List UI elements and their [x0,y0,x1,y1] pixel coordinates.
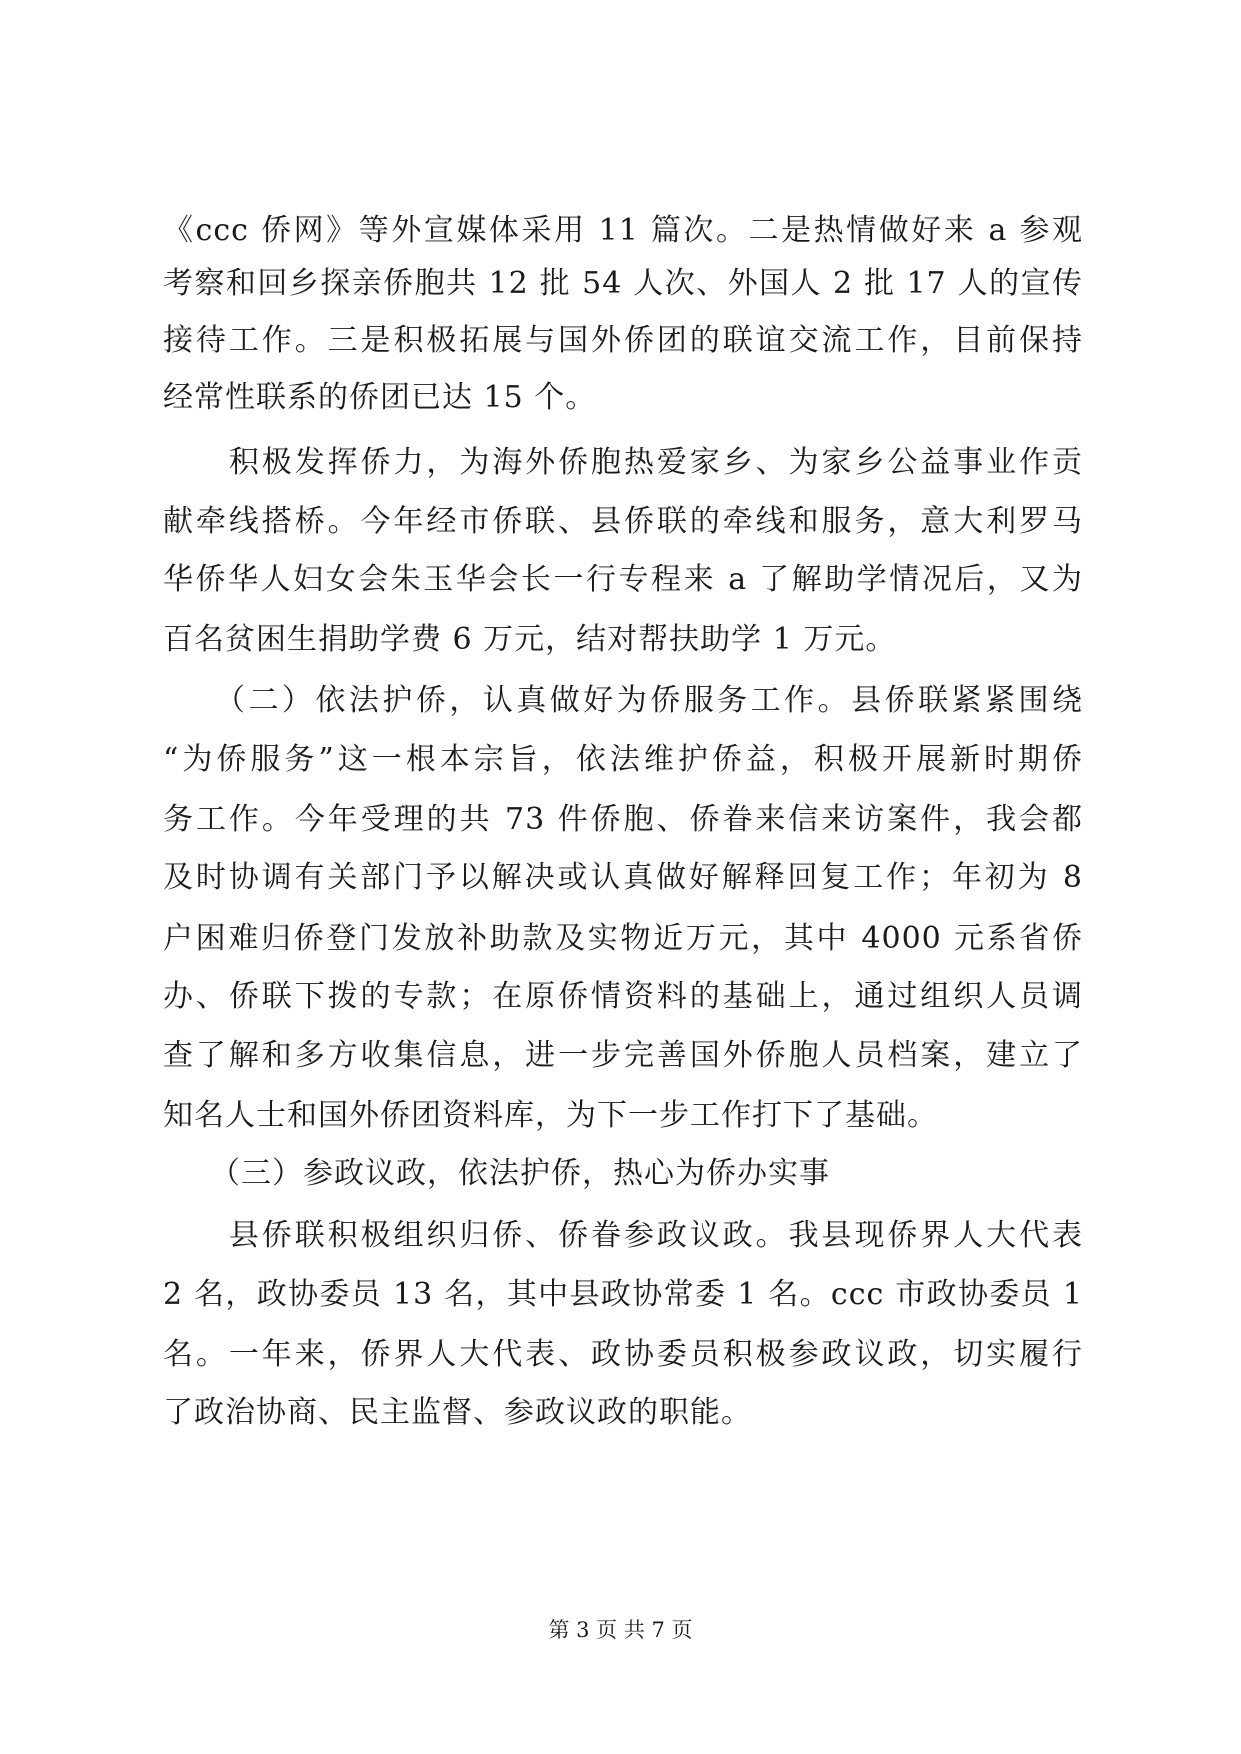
text-line-1: 《ccc 侨网》等外宣媒体采用 11 篇次。二是热情做好来 a 参观 [163,213,1083,248]
section-heading-3: （三）参政议政，依法护侨，热心为侨办实事 [163,1156,830,1191]
text-line-10: “为侨服务”这一根本宗旨，依法维护侨益，积极开展新时期侨 [163,742,1083,777]
text-line-8: 百名贫困生捐助学费 6 万元，结对帮扶助学 1 万元。 [163,622,897,657]
page-number-footer: 第 3 页 共 7 页 [548,1618,693,1642]
text-line-19: 2 名，政协委员 13 名，其中县政协常委 1 名。ccc 市政协委员 1 [163,1277,1083,1312]
text-line-13: 户困难归侨登门发放补助款及实物近万元，其中 4000 元系省侨 [163,921,1083,956]
text-line-21: 了政治协商、民主监督、参政议政的职能。 [163,1395,752,1430]
text-line-5: 积极发挥侨力，为海外侨胞热爱家乡、为家乡公益事业作贡 [163,445,1083,480]
text-line-15: 查了解和多方收集信息，进一步完善国外侨胞人员档案，建立了 [163,1038,1083,1073]
text-line-9: （二）依法护侨，认真做好为侨服务工作。县侨联紧紧围绕 [163,683,1083,718]
text-line-11: 务工作。今年受理的共 73 件侨胞、侨眷来信来访案件，我会都 [163,802,1083,837]
text-line-18: 县侨联积极组织归侨、侨眷参政议政。我县现侨界人大代表 [163,1218,1083,1253]
text-line-20: 名。一年来，侨界人大代表、政协委员积极参政议政，切实履行 [163,1337,1083,1372]
text-line-7: 华侨华人妇女会朱玉华会长一行专程来 a 了解助学情况后，又为 [163,562,1083,597]
text-line-4: 经常性联系的侨团已达 15 个。 [163,380,597,415]
text-line-2: 考察和回乡探亲侨胞共 12 批 54 人次、外国人 2 批 17 人的宣传 [163,266,1083,301]
text-line-3: 接待工作。三是积极拓展与国外侨团的联谊交流工作，目前保持 [163,323,1083,358]
text-line-14: 办、侨联下拨的专款；在原侨情资料的基础上，通过组织人员调 [163,979,1083,1014]
text-line-12: 及时协调有关部门予以解决或认真做好解释回复工作；年初为 8 [163,860,1083,895]
text-line-6: 献牵线搭桥。今年经市侨联、县侨联的牵线和服务，意大利罗马 [163,504,1083,539]
text-line-16: 知名人士和国外侨团资料库，为下一步工作打下了基础。 [163,1098,938,1133]
